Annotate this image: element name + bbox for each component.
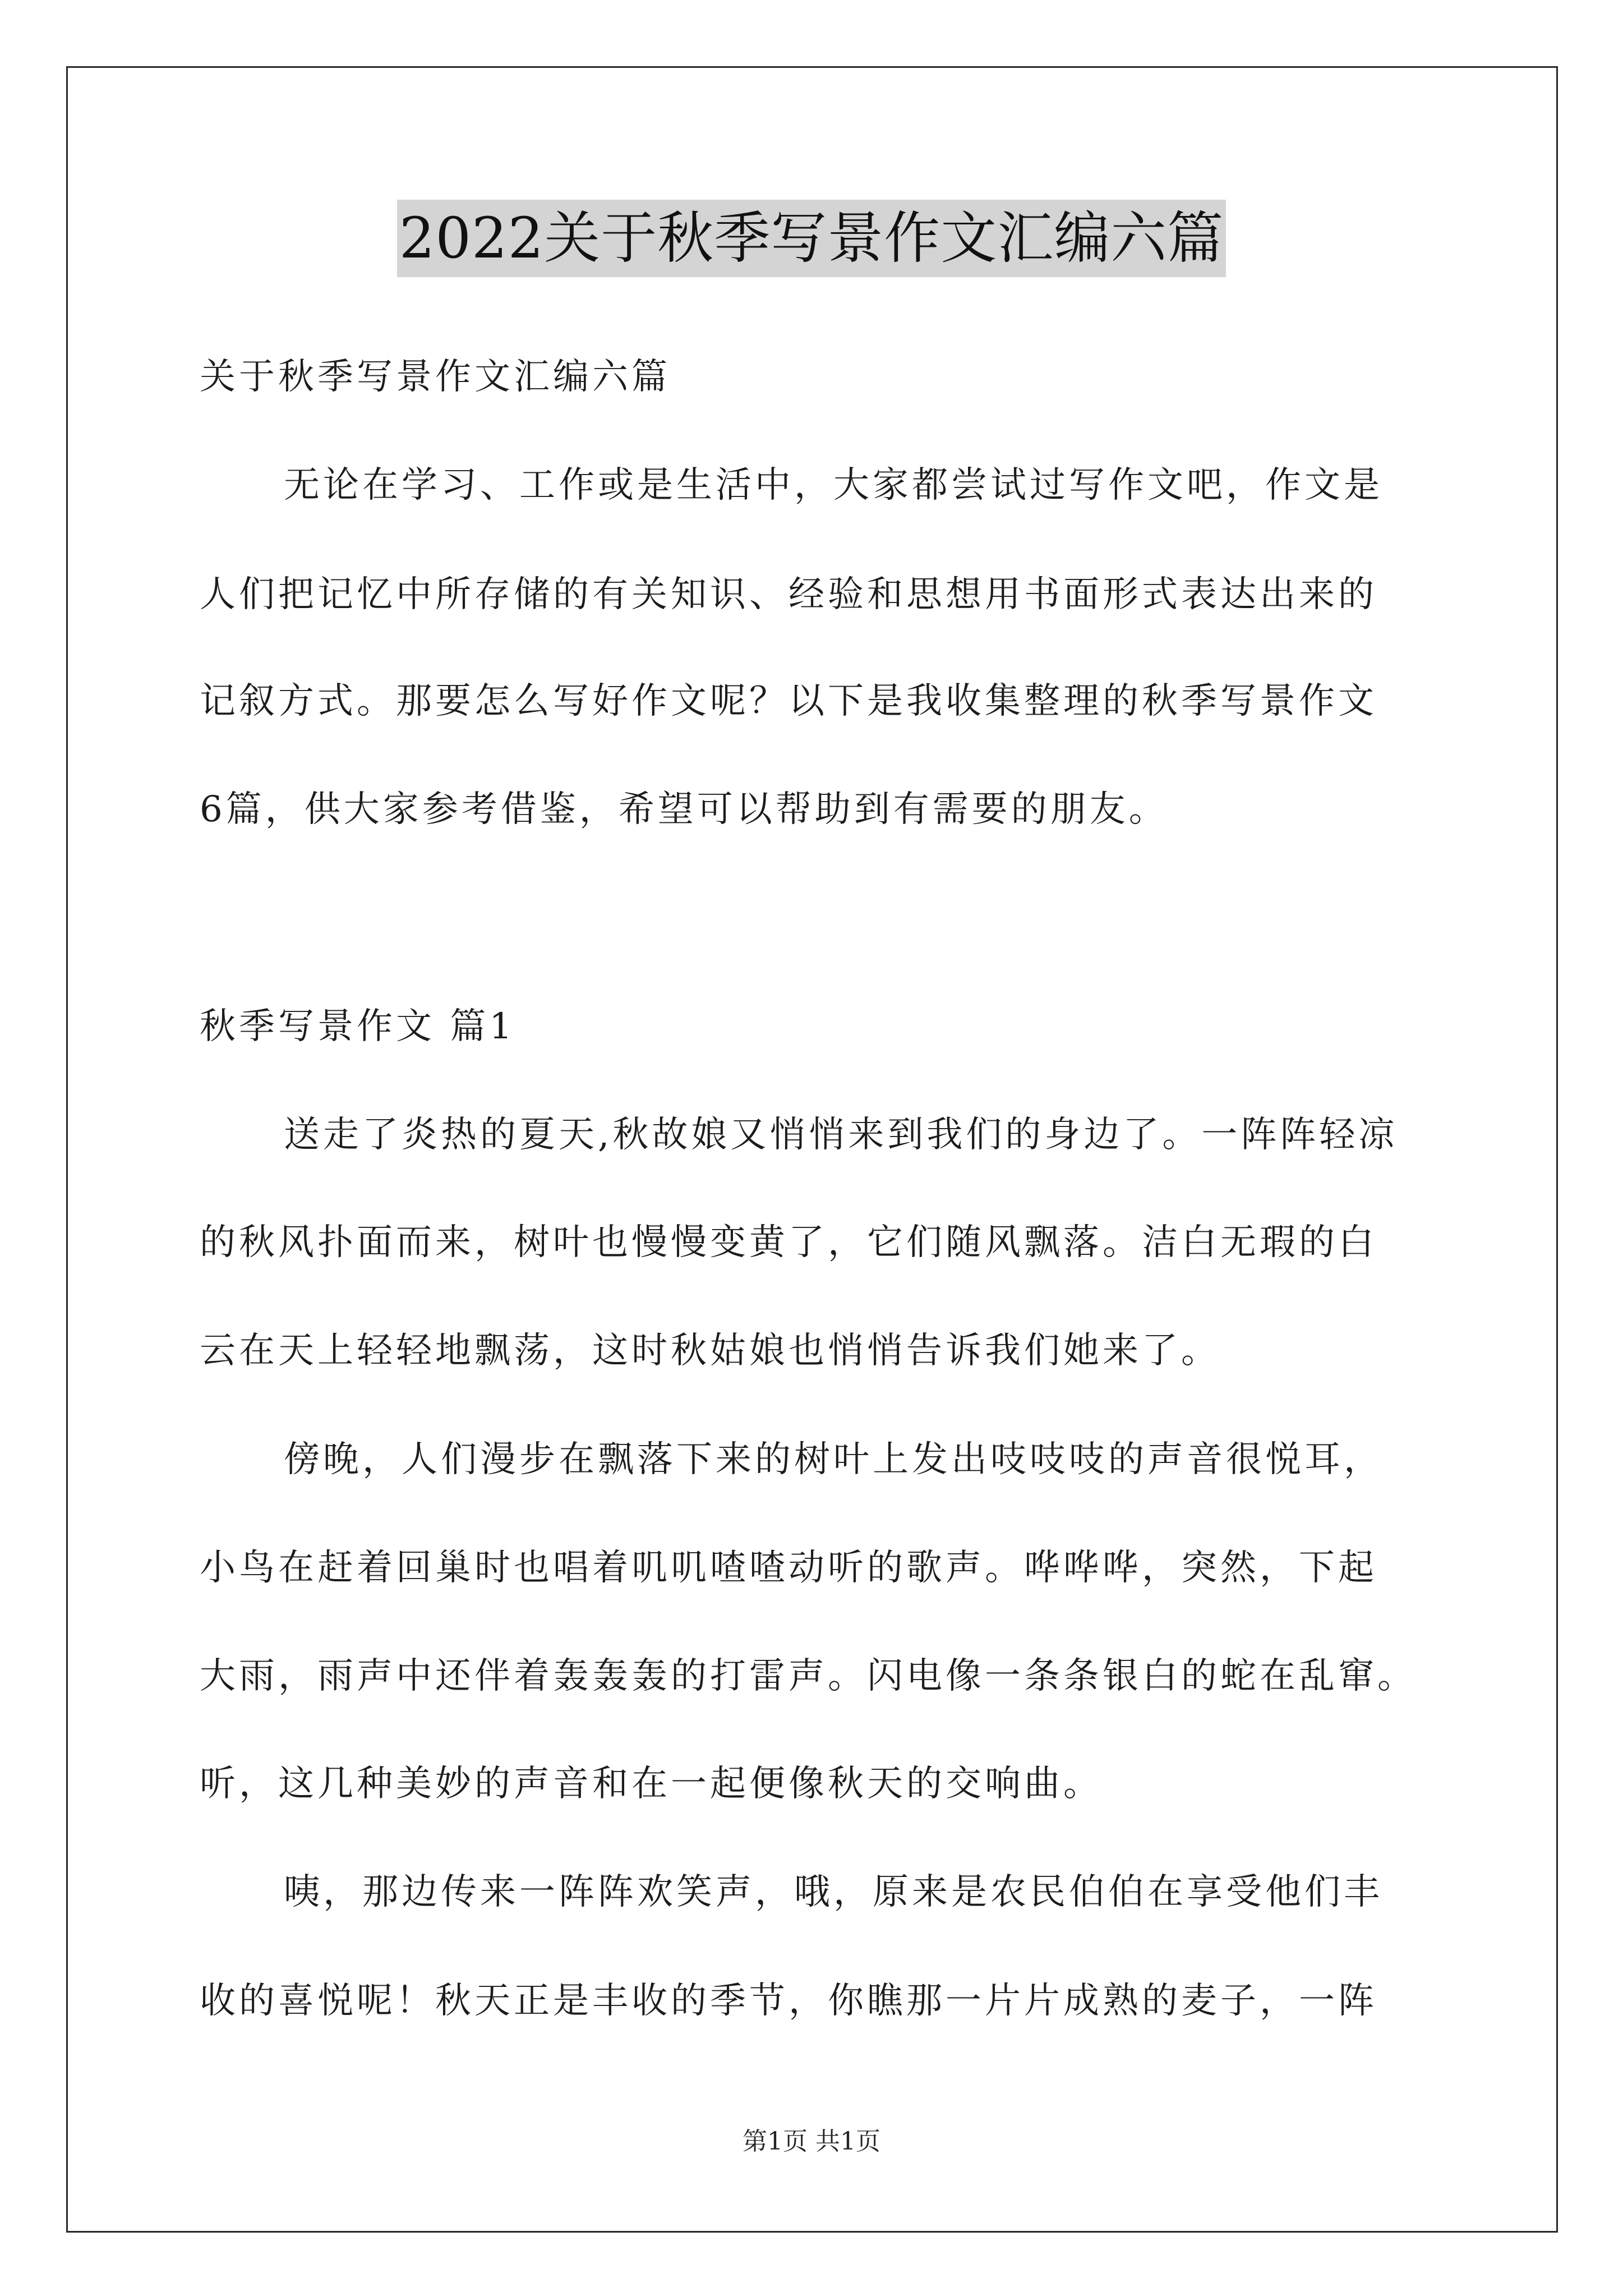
paragraph-line: 收的喜悦呢！秋天正是丰收的季节，你瞧那一片片成熟的麦子，一阵: [200, 1980, 1377, 2022]
paragraph-line: 的秋风扑面而来，树叶也慢慢变黄了，它们随风飘落。洁白无瑕的白: [200, 1222, 1377, 1263]
paragraph-line: 云在天上轻轻地飘荡，这时秋姑娘也悄悄告诉我们她来了。: [200, 1330, 1220, 1372]
paragraph-line: 小鸟在赶着回巢时也唱着叽叽喳喳动听的歌声。哗哗哗，突然，下起: [200, 1547, 1377, 1589]
paragraph-line: 送走了炎热的夏天,秋故娘又悄悄来到我们的身边了。一阵阵轻凉: [284, 1114, 1398, 1156]
paragraph-line: 傍晚，人们漫步在飘落下来的树叶上发出吱吱吱的声音很悦耳，: [284, 1439, 1383, 1480]
intro-line: 人们把记忆中所存储的有关知识、经验和思想用书面形式表达出来的: [200, 574, 1377, 615]
document-subtitle: 关于秋季写景作文汇编六篇: [200, 356, 671, 398]
page-footer: 第1页 共1页: [743, 2127, 880, 2156]
intro-line: 6篇，供大家参考借鉴，希望可以帮助到有需要的朋友。: [200, 789, 1168, 830]
paragraph-line: 听，这几种美妙的声音和在一起便像秋天的交响曲。: [200, 1763, 1103, 1805]
paragraph-line: 大雨，雨声中还伴着轰轰轰的打雷声。闪电像一条条银白的蛇在乱窜。: [200, 1655, 1417, 1697]
paragraph-line: 咦，那边传来一阵阵欢笑声，哦，原来是农民伯伯在享受他们丰: [284, 1871, 1383, 1913]
intro-line: 记叙方式。那要怎么写好作文呢？以下是我收集整理的秋季写景作文: [200, 680, 1377, 722]
intro-line: 无论在学习、工作或是生活中，大家都尝试过写作文吧，作文是: [284, 464, 1383, 506]
title-container: [0, 200, 1623, 277]
section-heading: 秋季写景作文 篇1: [200, 1006, 516, 1047]
document-title: 2022关于秋季写景作文汇编六篇: [397, 200, 1227, 277]
